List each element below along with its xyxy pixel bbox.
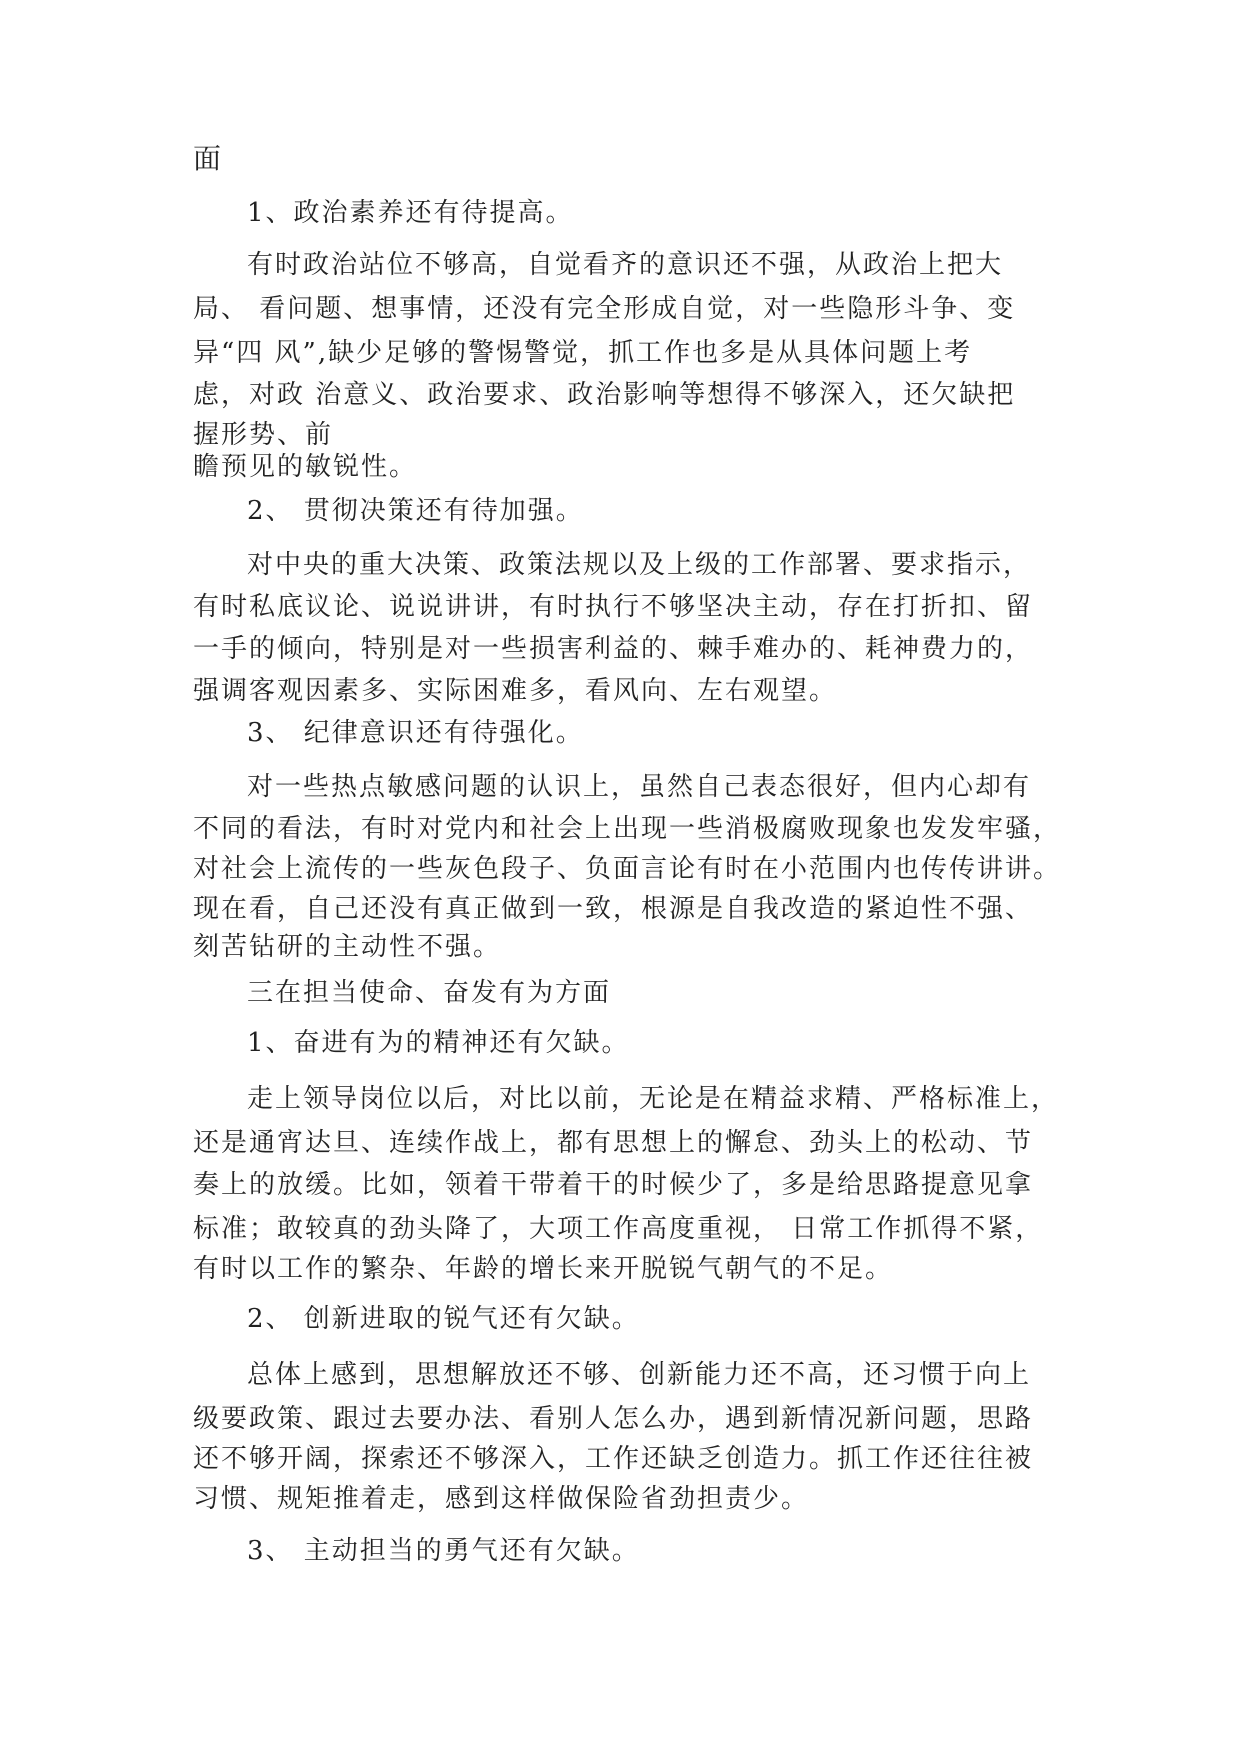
text-line: 有时私底议论、说说讲讲，有时执行不够坚决主动，存在打折扣、留: [193, 592, 1034, 622]
text-line: 虑，对政 治意义、政治要求、政治影响等想得不够深入，还欠缺把: [193, 380, 1016, 410]
text-line: 级要政策、跟过去要办法、看别人怎么办，遇到新情况新问题，思路: [193, 1404, 1034, 1434]
text-line: 对社会上流传的一些灰色段子、负面言论有时在小范围内也传传讲讲。: [193, 854, 1062, 884]
section-heading: 1、奋进有为的精神还有欠缺。: [247, 1028, 630, 1058]
text-line: 瞻预见的敏锐性。: [193, 452, 418, 482]
text-line: 走上领导岗位以后，对比以前，无论是在精益求精、严格标准上，: [247, 1084, 1060, 1114]
text-line: 局、 看问题、想事情，还没有完全形成自觉，对一些隐形斗争、变: [193, 294, 1016, 324]
text-line: 刻苦钻研的主动性不强。: [193, 932, 502, 962]
text-line: 习惯、规矩推着走，感到这样做保险省劲担责少。: [193, 1484, 810, 1514]
section-heading: 3、 主动担当的勇气还有欠缺。: [247, 1536, 640, 1566]
text-line: 还是通宵达旦、连续作战上，都有思想上的懈怠、劲头上的松动、节: [193, 1128, 1034, 1158]
text-line: 奏上的放缓。比如，领着干带着干的时候少了，多是给思路提意见拿: [193, 1170, 1034, 1200]
text-line: 总体上感到，思想解放还不够、创新能力还不高，还习惯于向上: [247, 1360, 1032, 1390]
section-heading: 2、 创新进取的锐气还有欠缺。: [247, 1304, 640, 1334]
text-line: 有时政治站位不够高，自觉看齐的意识还不强，从政治上把大: [247, 250, 1004, 280]
text-line: 一手的倾向，特别是对一些损害利益的、棘手难办的、耗神费力的，: [193, 634, 1034, 664]
section-heading: 2、 贯彻决策还有待加强。: [247, 496, 584, 526]
text-line: 还不够开阔，探索还不够深入，工作还缺乏创造力。抓工作还往往被: [193, 1444, 1034, 1474]
text-line: 对一些热点敏感问题的认识上，虽然自己表态很好，但内心却有: [247, 772, 1032, 802]
section-heading: 3、 纪律意识还有待强化。: [247, 718, 584, 748]
text-line: 有时以工作的繁杂、年龄的增长来开脱锐气朝气的不足。: [193, 1254, 894, 1284]
section-heading: 1、政治素养还有待提高。: [247, 198, 574, 228]
text-line: 异“四 风”,缺少足够的警惕警觉，抓工作也多是从具体问题上考: [193, 338, 973, 368]
text-line: 面: [193, 142, 224, 175]
text-line: 对中央的重大决策、政策法规以及上级的工作部署、要求指示，: [247, 550, 1032, 580]
section-heading: 三在担当使命、奋发有为方面: [247, 978, 612, 1008]
text-line: 不同的看法，有时对党内和社会上出现一些消极腐败现象也发发牢骚，: [193, 814, 1062, 844]
text-line: 握形势、前: [193, 420, 334, 450]
text-line: 现在看，自己还没有真正做到一致，根源是自我改造的紧迫性不强、: [193, 894, 1034, 924]
text-line: 强调客观因素多、实际困难多，看风向、左右观望。: [193, 676, 838, 706]
text-line: 标准；敢较真的劲头降了，大项工作高度重视， 日常工作抓得不紧，: [193, 1214, 1044, 1244]
